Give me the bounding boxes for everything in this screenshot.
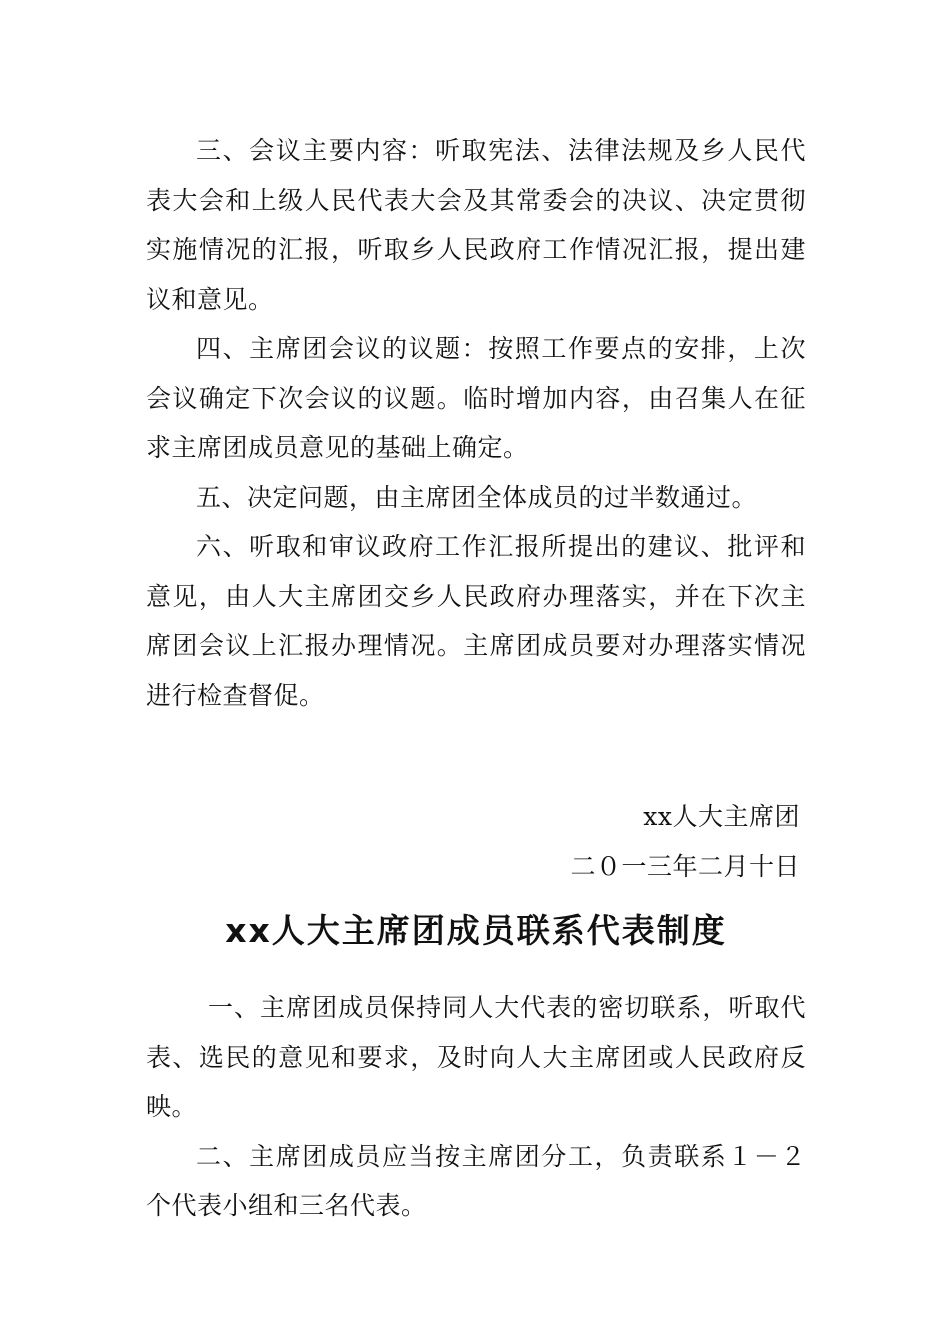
paragraph-1-contact-representatives: 一、主席团成员保持同人大代表的密切联系，听取代表、选民的意见和要求，及时向人大主席团或人民政府反映。 xyxy=(146,993,806,1121)
paragraph-2-division-of-work: 二、主席团成员应当按主席团分工，负责联系１－２个代表小组和三名代表。 xyxy=(146,1141,806,1220)
paragraph-3-meeting-content: 三、会议主要内容：听取宪法、法律法规及乡人民代表大会和上级人民代表大会及其常委会的决议、决定贯彻实施情况的汇报，听取乡人民政府工作情况汇报，提出建议和意见。 xyxy=(146,136,806,314)
signature-organization: xx人大主席团 xyxy=(643,802,800,831)
paragraph-6-suggestions: 六、听取和审议政府工作汇报所提出的建议、批评和意见，由人大主席团交乡人民政府办理落实，并在下次主席团会议上汇报办理情况。主席团成员要对办理落实情况进行检查督促。 xyxy=(146,532,806,710)
paragraph-4-meeting-agenda: 四、主席团会议的议题：按照工作要点的安排，上次会议确定下次会议的议题。临时增加内容，由召集人在征求主席团成员意见的基础上确定。 xyxy=(146,334,806,462)
signature-date: 二０一三年二月十日 xyxy=(570,851,800,881)
section-spacer xyxy=(146,720,806,792)
document-page xyxy=(146,126,806,1231)
paragraph-5-decisions: 五、决定问题，由主席团全体成员的过半数通过。 xyxy=(196,482,758,512)
section-title: xx人大主席团成员联系代表制度 xyxy=(225,911,727,950)
